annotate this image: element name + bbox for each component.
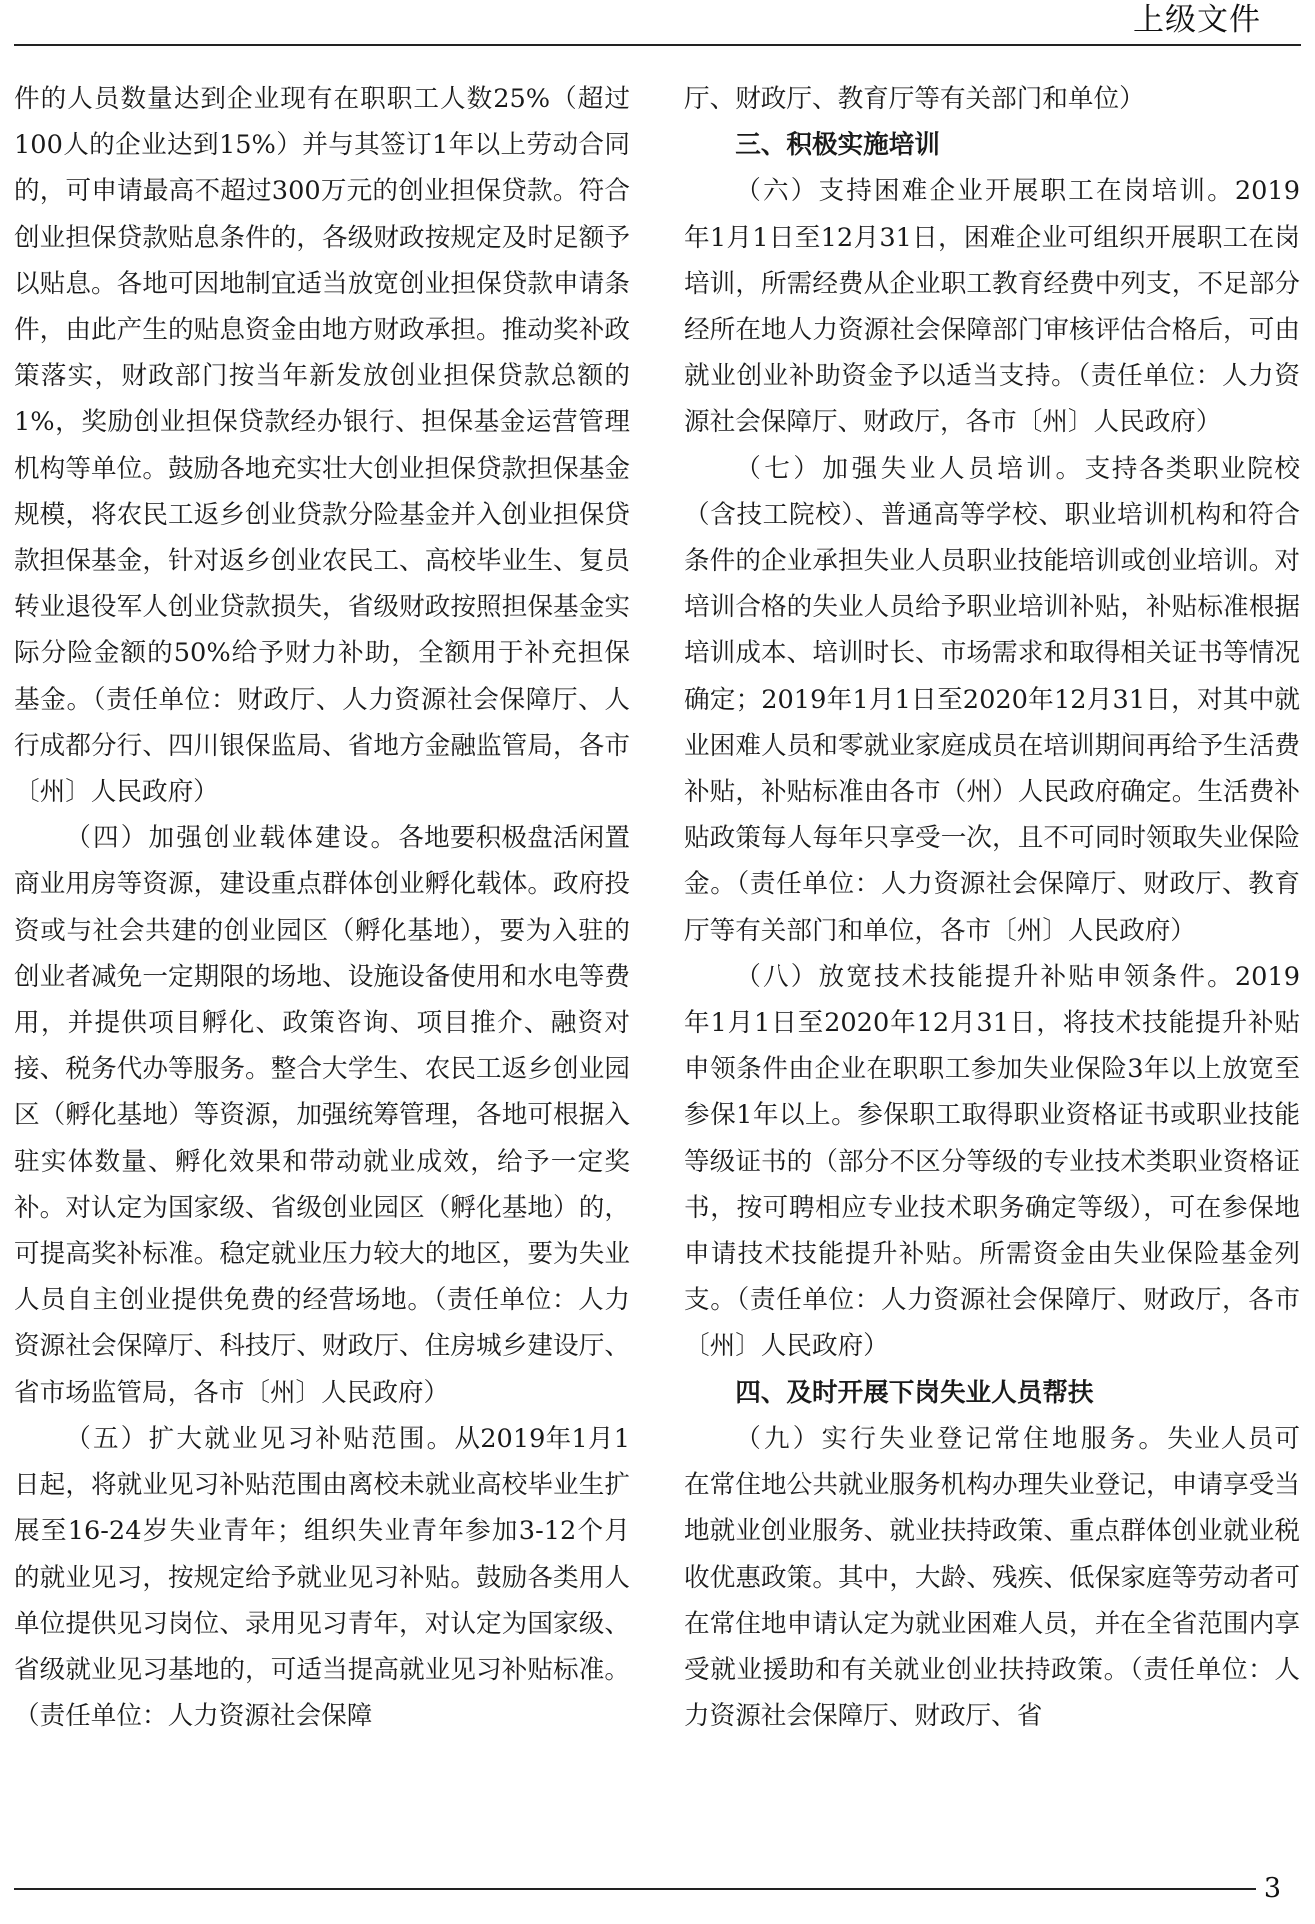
item-5-lead: （五）扩大就业见习补贴范围。 bbox=[65, 1423, 455, 1454]
right-column bbox=[684, 76, 1300, 1739]
left-paragraph-continuation: 件的人员数量达到企业现有在职职工人数25%（超过100人的企业达到15%）并与其签订1年以上劳动合同的，可申请最高不超过300万元的创业担保贷款。符合创业担保贷款贴息条件的，各级财政按规定及时足额予以贴息。各地可因地制宜适当放宽创业担保贷款申请条件，由此产生的贴息资金由地方财政承担。推动奖补政策落实，财政部门按当年新发放创业担保贷款总额的1%，奖励创业担保贷款经办银行、担保基金运营管理机构等单位。鼓励各地充实壮大创业担保贷款担保基金规模，将农民工返乡创业贷款分险基金并入创业担保贷款担保基金，针对返乡创业农民工、高校毕业生、复员转业退役军人创业贷款损失，省级财政按照担保基金实际分险金额的50%给予财力补助，全额用于补充担保基金。（责任单位：财政厅、人力资源社会保障厅、人行成都分行、四川银保监局、省地方金融监管局，各市〔州〕人民政府） bbox=[14, 84, 630, 808]
header-rule bbox=[14, 44, 1301, 46]
item-5-body: 从2019年1月1日起，将就业见习补贴范围由离校未就业高校毕业生扩展至16-24岁失业青年；组织失业青年参加3-12个月的就业见习，按规定给予就业见习补贴。鼓励各类用人单位提供见习岗位、录用见习青年，对认定为国家级、省级就业见习基地的，可适当提高就业见习补贴标准。（责任单位：人力资源社会保障 bbox=[14, 1423, 630, 1732]
section-heading-4: 四、及时开展下岗失业人员帮扶 bbox=[735, 1377, 1094, 1408]
left-column bbox=[14, 76, 630, 1739]
right-paragraph-6 bbox=[684, 168, 1300, 445]
item-9-lead: （九）实行失业登记常住地服务。 bbox=[735, 1423, 1168, 1454]
section-title: 上级文件 bbox=[1133, 2, 1261, 38]
page-number: 3 bbox=[1263, 1873, 1281, 1904]
right-paragraph-continuation: 厅、财政厅、教育厅等有关部门和单位） bbox=[684, 84, 1145, 114]
footer-rule bbox=[14, 1888, 1256, 1890]
item-8-lead: （八）放宽技术技能提升补贴申领条件。 bbox=[735, 961, 1235, 992]
item-7-lead: （七）加强失业人员培训。 bbox=[735, 453, 1085, 484]
right-paragraph-7 bbox=[684, 446, 1300, 954]
right-paragraph-8 bbox=[684, 954, 1300, 1370]
item-8-body: 2019年1月1日至2020年12月31日，将技术技能提升补贴申领条件由企业在职职工参加失业保险3年以上放宽至参保1年以上。参保职工取得职业资格证书或职业技能等级证书的（部分不区分等级的专业技术类职业资格证书，按可聘相应专业技术职务确定等级），可在参保地申请技术技能提升补贴。所需资金由失业保险基金列支。（责任单位：人力资源社会保障厅、财政厅，各市〔州〕人民政府） bbox=[684, 961, 1300, 1362]
left-paragraph-4 bbox=[14, 815, 630, 1416]
left-paragraph-5 bbox=[14, 1416, 630, 1739]
item-4-body: 各地要积极盘活闲置商业用房等资源，建设重点群体创业孵化载体。政府投资或与社会共建的创业园区（孵化基地），要为入驻的创业者减免一定期限的场地、设施设备使用和水电等费用，并提供项目孵化、政策咨询、项目推介、融资对接、税务代办等服务。整合大学生、农民工返乡创业园区（孵化基地）等资源，加强统筹管理，各地可根据入驻实体数量、孵化效果和带动就业成效，给予一定奖补。对认定为国家级、省级创业园区（孵化基地）的，可提高奖补标准。稳定就业压力较大的地区，要为失业人员自主创业提供免费的经营场地。（责任单位：人力资源社会保障厅、科技厅、财政厅、住房城乡建设厅、省市场监管局，各市〔州〕人民政府） bbox=[14, 823, 630, 1408]
item-6-lead: （六）支持困难企业开展职工在岗培训。 bbox=[735, 176, 1235, 207]
item-9-body: 失业人员可在常住地公共就业服务机构办理失业登记，申请享受当地就业创业服务、就业扶持政策、重点群体创业就业税收优惠政策。其中，大龄、残疾、低保家庭等劳动者可在常住地申请认定为就业困难人员，并在全省范围内享受就业援助和有关就业创业扶持政策。（责任单位：人力资源社会保障厅、财政厅、省 bbox=[684, 1423, 1300, 1732]
section-heading-3: 三、积极实施培训 bbox=[735, 130, 940, 161]
right-paragraph-9 bbox=[684, 1416, 1300, 1739]
item-6-body: 2019年1月1日至12月31日，困难企业可组织开展职工在岗培训，所需经费从企业职工教育经费中列支，不足部分经所在地人力资源社会保障部门审核评估合格后，可由就业创业补助资金予以适当支持。（责任单位：人力资源社会保障厅、财政厅，各市〔州〕人民政府） bbox=[684, 176, 1300, 438]
item-4-lead: （四）加强创业载体建设。 bbox=[65, 823, 399, 854]
item-7-body: 支持各类职业院校（含技工院校）、普通高等学校、职业培训机构和符合条件的企业承担失业人员职业技能培训或创业培训。对培训合格的失业人员给予职业培训补贴，补贴标准根据培训成本、培训时长、市场需求和取得相关证书等情况确定；2019年1月1日至2020年12月31日，对其中就业困难人员和零就业家庭成员在培训期间再给予生活费补贴，补贴标准由各市（州）人民政府确定。生活费补贴政策每人每年只享受一次，且不可同时领取失业保险金。（责任单位：人力资源社会保障厅、财政厅、教育厅等有关部门和单位，各市〔州〕人民政府） bbox=[684, 453, 1300, 946]
